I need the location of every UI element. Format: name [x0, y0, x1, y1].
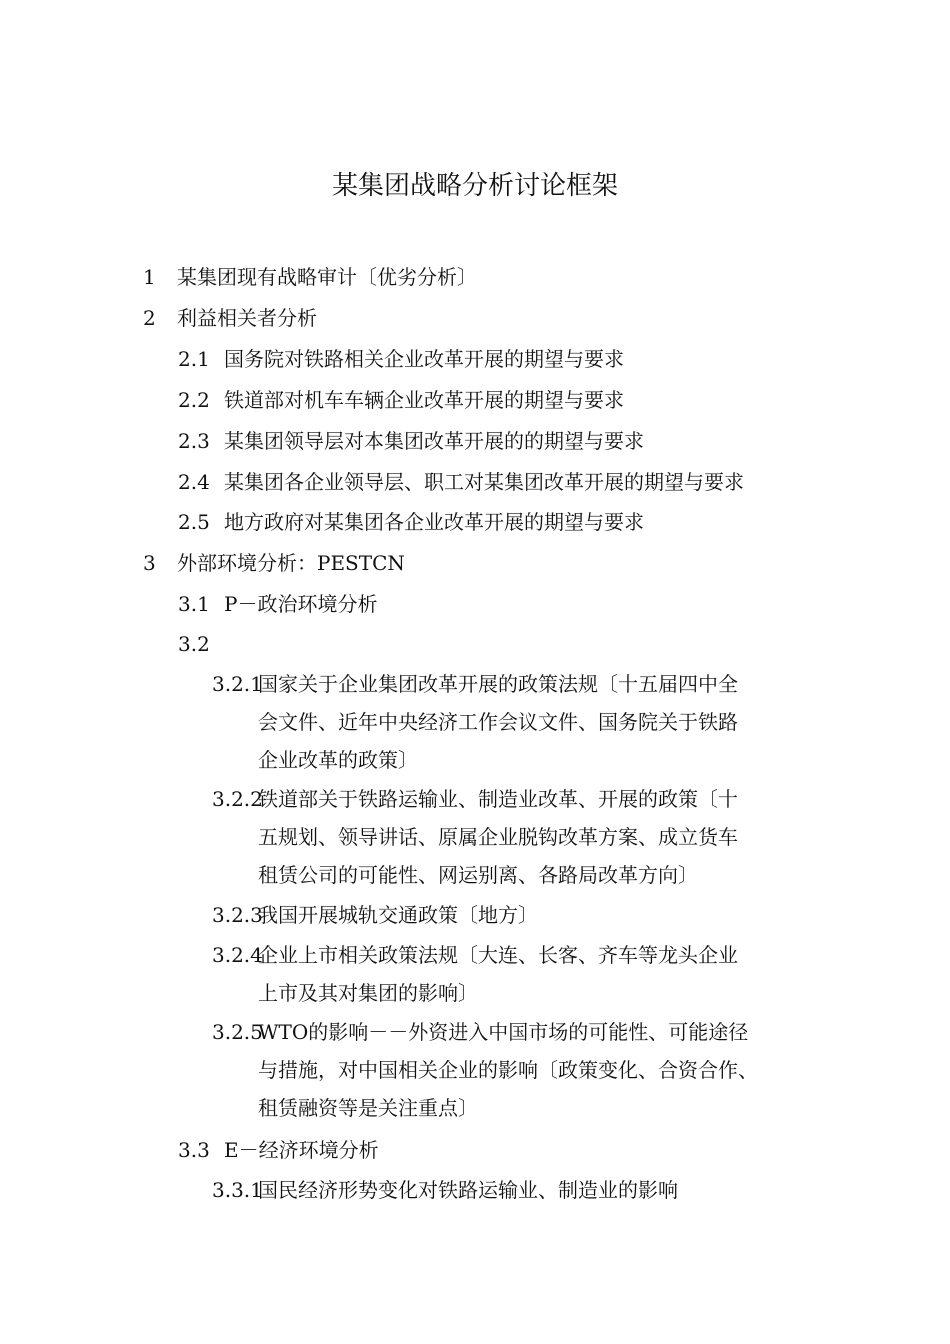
- outline-item-3-3-1: [212, 1171, 832, 1209]
- item-line: 企业上市相关政策法规〔大连、长客、齐车等龙头企业: [258, 943, 738, 967]
- item-number: 3.2.3: [212, 903, 263, 927]
- outline-item-3-2: [178, 625, 224, 663]
- item-number: 2.3: [178, 429, 210, 453]
- item-line: 租赁公司的可能性、网运别离、各路局改革方向〕: [258, 863, 698, 887]
- item-number: 3.2.4: [212, 943, 263, 967]
- item-number: 2: [143, 306, 156, 330]
- outline-item-2-1: [178, 340, 624, 378]
- item-line: 我国开展城轨交通政策〔地方〕: [258, 903, 538, 927]
- item-text: 某集团现有战略审计〔优劣分析〕: [177, 265, 477, 289]
- outline-item-2-5: [178, 503, 644, 541]
- outline-item-1: [143, 258, 477, 296]
- item-number: 2.1: [178, 347, 210, 371]
- outline-item-3-2-1: [212, 665, 832, 779]
- outline-item-3-2-4: [212, 936, 832, 1012]
- item-number: 1: [143, 265, 156, 289]
- item-number: 2.2: [178, 388, 210, 412]
- item-number: 3.2: [178, 632, 210, 656]
- item-text: 某集团领导层对本集团改革开展的的期望与要求: [224, 429, 644, 453]
- item-number: 3.3.1: [212, 1178, 263, 1202]
- item-number: 2.4: [178, 470, 210, 494]
- item-line: 国家关于企业集团改革开展的政策法规〔十五届四中全: [258, 672, 738, 696]
- document-title: 某集团战略分析讨论框架: [331, 171, 618, 201]
- item-text: 地方政府对某集团各企业改革开展的期望与要求: [224, 510, 644, 534]
- item-line: WTO的影响－－外资进入中国市场的可能性、可能途径: [258, 1020, 749, 1044]
- outline-item-3-2-5: [212, 1013, 832, 1127]
- outline-item-3-2-3: [212, 896, 832, 934]
- item-text: 外部环境分析：PESTCN: [177, 551, 405, 575]
- item-line: 会文件、近年中央经济工作会议文件、国务院关于铁路: [258, 710, 738, 734]
- item-text: 铁道部对机车车辆企业改革开展的期望与要求: [224, 388, 624, 412]
- item-text: P－政治环境分析: [224, 592, 378, 616]
- item-text: E－经济环境分析: [224, 1138, 379, 1162]
- item-line: 企业改革的政策〕: [258, 748, 418, 772]
- item-line: 租赁融资等是关注重点〕: [258, 1096, 478, 1120]
- outline-item-2: [143, 299, 317, 337]
- item-line: 上市及其对集团的影响〕: [258, 981, 478, 1005]
- item-line: 铁道部关于铁路运输业、制造业改革、开展的政策〔十: [258, 787, 738, 811]
- item-number: 2.5: [178, 510, 210, 534]
- item-line: 国民经济形势变化对铁路运输业、制造业的影响: [258, 1178, 678, 1202]
- outline-item-3-2-2: [212, 780, 832, 894]
- item-text: 利益相关者分析: [177, 306, 317, 330]
- outline-item-2-4: [178, 463, 744, 501]
- item-number: 3.2.1: [212, 672, 263, 696]
- item-number: 3.3: [178, 1138, 210, 1162]
- item-number: 3.2.5: [212, 1020, 263, 1044]
- item-text: 某集团各企业领导层、职工对某集团改革开展的期望与要求: [224, 470, 744, 494]
- outline-item-3-1: [178, 585, 377, 623]
- item-line: 五规划、领导讲话、原属企业脱钩改革方案、成立货车: [258, 825, 738, 849]
- item-number: 3.1: [178, 592, 210, 616]
- item-number: 3.2.2: [212, 787, 263, 811]
- item-text: 国务院对铁路相关企业改革开展的期望与要求: [224, 347, 624, 371]
- outline-item-3-3: [178, 1131, 379, 1169]
- item-number: 3: [143, 551, 156, 575]
- outline-item-2-3: [178, 422, 644, 460]
- outline-item-3: [143, 544, 405, 582]
- outline-item-2-2: [178, 381, 624, 419]
- item-line: 与措施，对中国相关企业的影响〔政策变化、合资合作、: [258, 1058, 758, 1082]
